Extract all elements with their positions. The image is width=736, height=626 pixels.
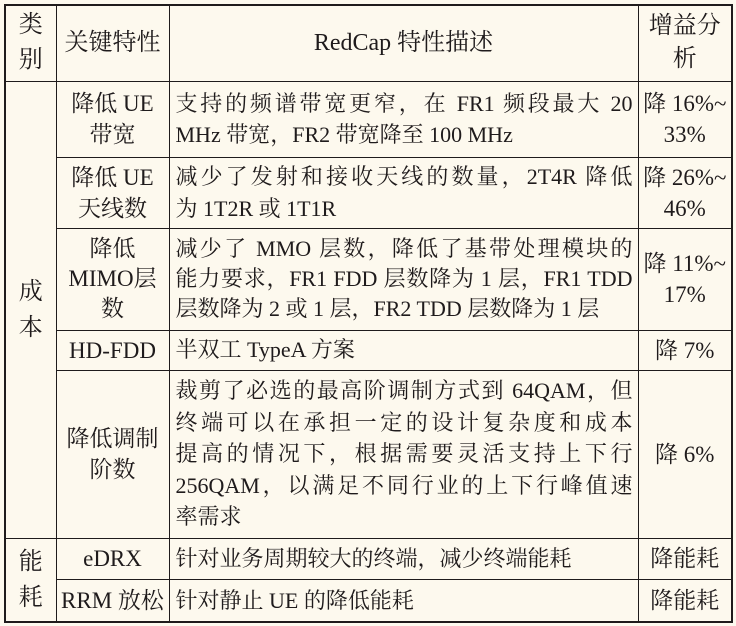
feature-text: 数 — [101, 296, 124, 321]
header-gain-text: 增益分 — [648, 13, 721, 40]
description-line: 率需求 — [175, 504, 242, 530]
feature-cell — [56, 370, 169, 538]
description-cell — [169, 538, 638, 579]
row-reduce-ue-antennas — [5, 157, 732, 228]
row-reduce-modulation-order — [5, 370, 732, 538]
header-feature-cell — [56, 5, 169, 81]
header-category-text: 类 — [18, 12, 43, 39]
gain-text: 46% — [663, 195, 706, 221]
gain-cell — [638, 579, 732, 622]
description-line: 针对静止 UE 的降低能耗 — [175, 587, 414, 613]
gain-text: 降 7% — [655, 337, 715, 363]
row-reduce-ue-bandwidth — [5, 81, 732, 157]
category-cost-cell — [5, 81, 56, 538]
description-line: 终端可以在承担一定的设计复杂度和成本 — [175, 409, 633, 435]
header-category-cell — [5, 5, 56, 81]
gain-cell — [638, 538, 732, 579]
header-gain-text: 析 — [672, 46, 697, 73]
description-cell — [169, 579, 638, 622]
feature-cell — [56, 579, 169, 622]
description-cell — [169, 157, 638, 228]
feature-text: 阶数 — [89, 457, 136, 482]
header-description-text: RedCap 特性描述 — [313, 30, 494, 57]
feature-text: 降低 — [89, 236, 136, 261]
feature-text: 天线数 — [78, 195, 147, 221]
description-cell — [169, 228, 638, 330]
description-cell — [169, 370, 638, 538]
category-text: 成 — [18, 278, 43, 305]
description-line: 针对业务周期较大的终端，减少终端能耗 — [175, 545, 572, 571]
header-description-cell — [169, 5, 638, 81]
description-line: 层数降为 2 或 1 层，FR2 TDD 层数降为 1 层 — [175, 296, 600, 321]
feature-cell — [56, 330, 169, 370]
header-category-text: 别 — [18, 47, 43, 74]
gain-cell — [638, 228, 732, 330]
description-line: 256QAM，以满足不同行业的上下行峰值速 — [175, 472, 633, 498]
gain-cell — [638, 330, 732, 370]
description-line: 支持的频谱带宽更窄，在 FR1 频段最大 20 — [175, 90, 633, 116]
redcap-feature-table — [4, 4, 733, 623]
gain-cell — [638, 370, 732, 538]
gain-text: 17% — [663, 282, 706, 307]
gain-text: 降 26%~ — [643, 164, 727, 190]
description-line: 裁剪了必选的最高阶调制方式到 64QAM，但 — [175, 378, 633, 404]
feature-cell — [56, 228, 169, 330]
feature-cell — [56, 157, 169, 228]
gain-text: 33% — [663, 122, 706, 147]
feature-text: RRM 放松 — [61, 587, 164, 613]
description-line: 提高的情况下，根据需要灵活支持上下行 — [175, 441, 633, 467]
description-line: 能力要求，FR1 FDD 层数降为 1 层，FR1 TDD — [175, 266, 633, 291]
header-feature-text: 关键特性 — [64, 30, 161, 57]
description-line: 为 1T2R 或 1T1R — [175, 195, 337, 221]
feature-text: 降低 UE — [71, 91, 154, 116]
header-gain-cell — [638, 5, 732, 81]
gain-cell — [638, 81, 732, 157]
gain-cell — [638, 157, 732, 228]
description-line: 减少了发射和接收天线的数量，2T4R 降低 — [175, 164, 633, 189]
gain-text: 降 11%~ — [643, 251, 726, 276]
row-edrx — [5, 538, 732, 579]
feature-cell — [56, 538, 169, 579]
gain-text: 降 16%~ — [643, 91, 727, 116]
row-hd-fdd — [5, 330, 732, 370]
description-cell — [169, 330, 638, 370]
gain-text: 降能耗 — [650, 587, 720, 613]
category-energy-cell — [5, 538, 56, 622]
category-text: 能 — [18, 548, 43, 575]
header-row — [5, 5, 732, 81]
feature-text: eDRX — [83, 546, 142, 571]
category-text: 耗 — [18, 584, 43, 611]
row-reduce-mimo-layers — [5, 228, 732, 330]
feature-text: HD-FDD — [69, 337, 156, 363]
description-line: 减少了 MMO 层数，降低了基带处理模块的 — [175, 236, 633, 261]
description-line: MHz 带宽，FR2 带宽降至 100 MHz — [175, 122, 513, 147]
description-cell — [169, 81, 638, 157]
feature-cell — [56, 81, 169, 157]
description-line: 半双工 TypeA 方案 — [175, 337, 355, 363]
feature-text: MIMO层 — [68, 266, 157, 291]
row-rrm-relaxation — [5, 579, 732, 622]
gain-text: 降能耗 — [650, 546, 720, 571]
category-text: 本 — [18, 314, 43, 341]
gain-text: 降 6% — [655, 441, 715, 467]
feature-text: 降低 UE — [71, 164, 154, 190]
feature-text: 降低调制 — [66, 426, 159, 451]
feature-text: 带宽 — [89, 122, 136, 147]
